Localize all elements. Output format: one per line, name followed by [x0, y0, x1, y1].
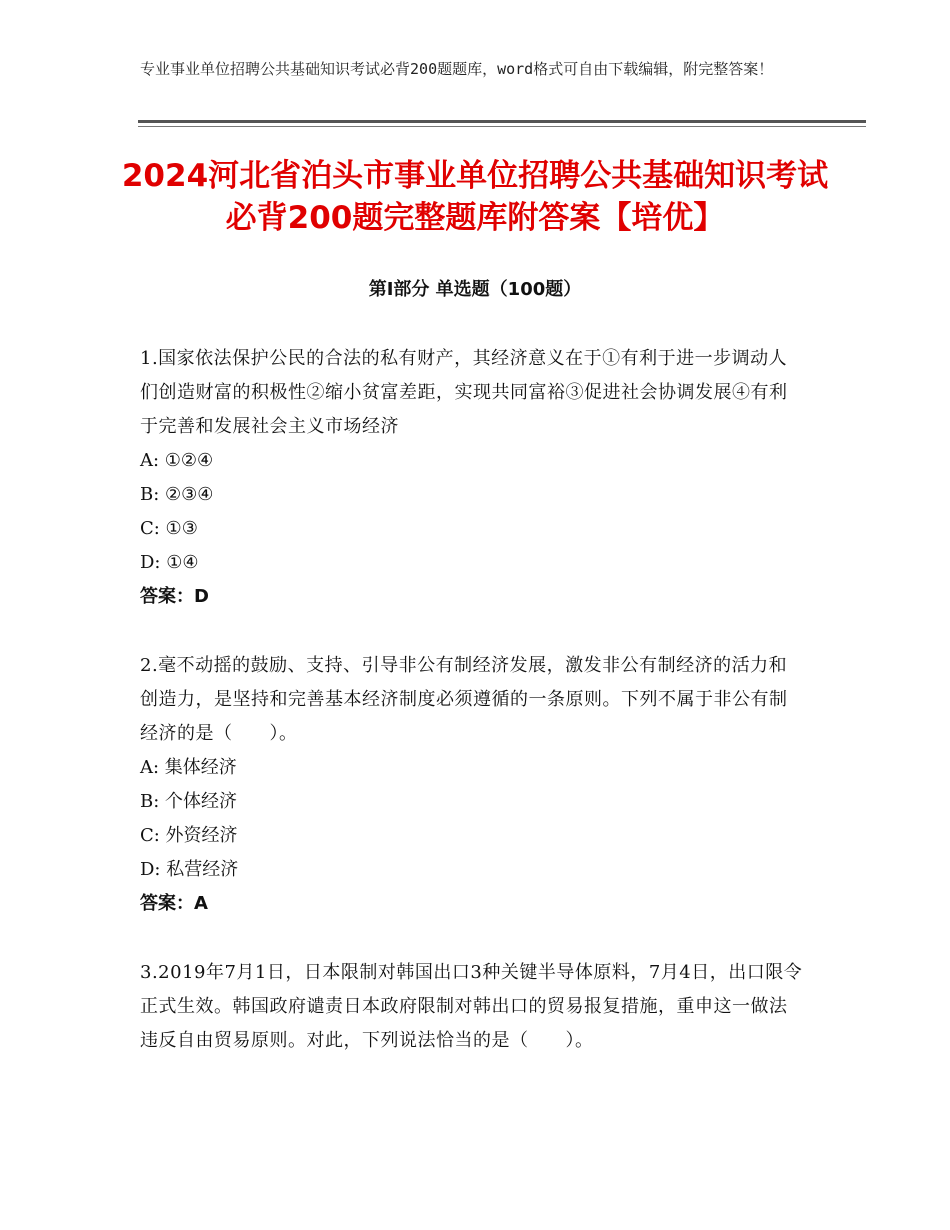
question-3 [140, 956, 805, 1058]
option-a: A: ①②④ [140, 450, 214, 471]
option-d: D: 私营经济 [140, 859, 239, 880]
question-stem: 3.2019年7月1日，日本限制对韩国出口3种关键半导体原料，7月4日，出口限令正式生效。韩国政府谴责日本政府限制对韩出口的贸易报复措施，重申这一做法违反自由贸易原则。对此，下列说法恰当的是（ ）。 [140, 962, 803, 1051]
header-rule-thin [138, 126, 866, 127]
header-note: 专业事业单位招聘公共基础知识考试必背200题题库，word格式可自由下载编辑，附完整答案！ [140, 60, 774, 78]
option-c: C: ①③ [140, 518, 198, 539]
option-d: D: ①④ [140, 552, 199, 573]
option-b: B: 个体经济 [140, 791, 238, 812]
document-title: 2024河北省泊头市事业单位招聘公共基础知识考试必背200题完整题库附答案【培优】 [121, 158, 829, 236]
question-2 [140, 649, 805, 921]
option-a: A: 集体经济 [140, 757, 237, 778]
section-title: 第Ⅰ部分 单选题（100题） [368, 279, 582, 300]
answer: 答案：D [140, 586, 209, 607]
header-rule-thick [138, 120, 866, 123]
question-stem: 1.国家依法保护公民的合法的私有财产，其经济意义在于①有利于进一步调动人们创造财富的积极性②缩小贫富差距，实现共同富裕③促进社会协调发展④有利于完善和发展社会主义市场经济 [140, 348, 788, 437]
option-b: B: ②③④ [140, 484, 214, 505]
option-c: C: 外资经济 [140, 825, 238, 846]
question-stem: 2.毫不动摇的鼓励、支持、引导非公有制经济发展，激发非公有制经济的活力和创造力，是坚持和完善基本经济制度必须遵循的一条原则。下列不属于非公有制经济的是（ ）。 [140, 655, 788, 744]
question-1 [140, 342, 805, 614]
answer: 答案：A [140, 893, 208, 914]
